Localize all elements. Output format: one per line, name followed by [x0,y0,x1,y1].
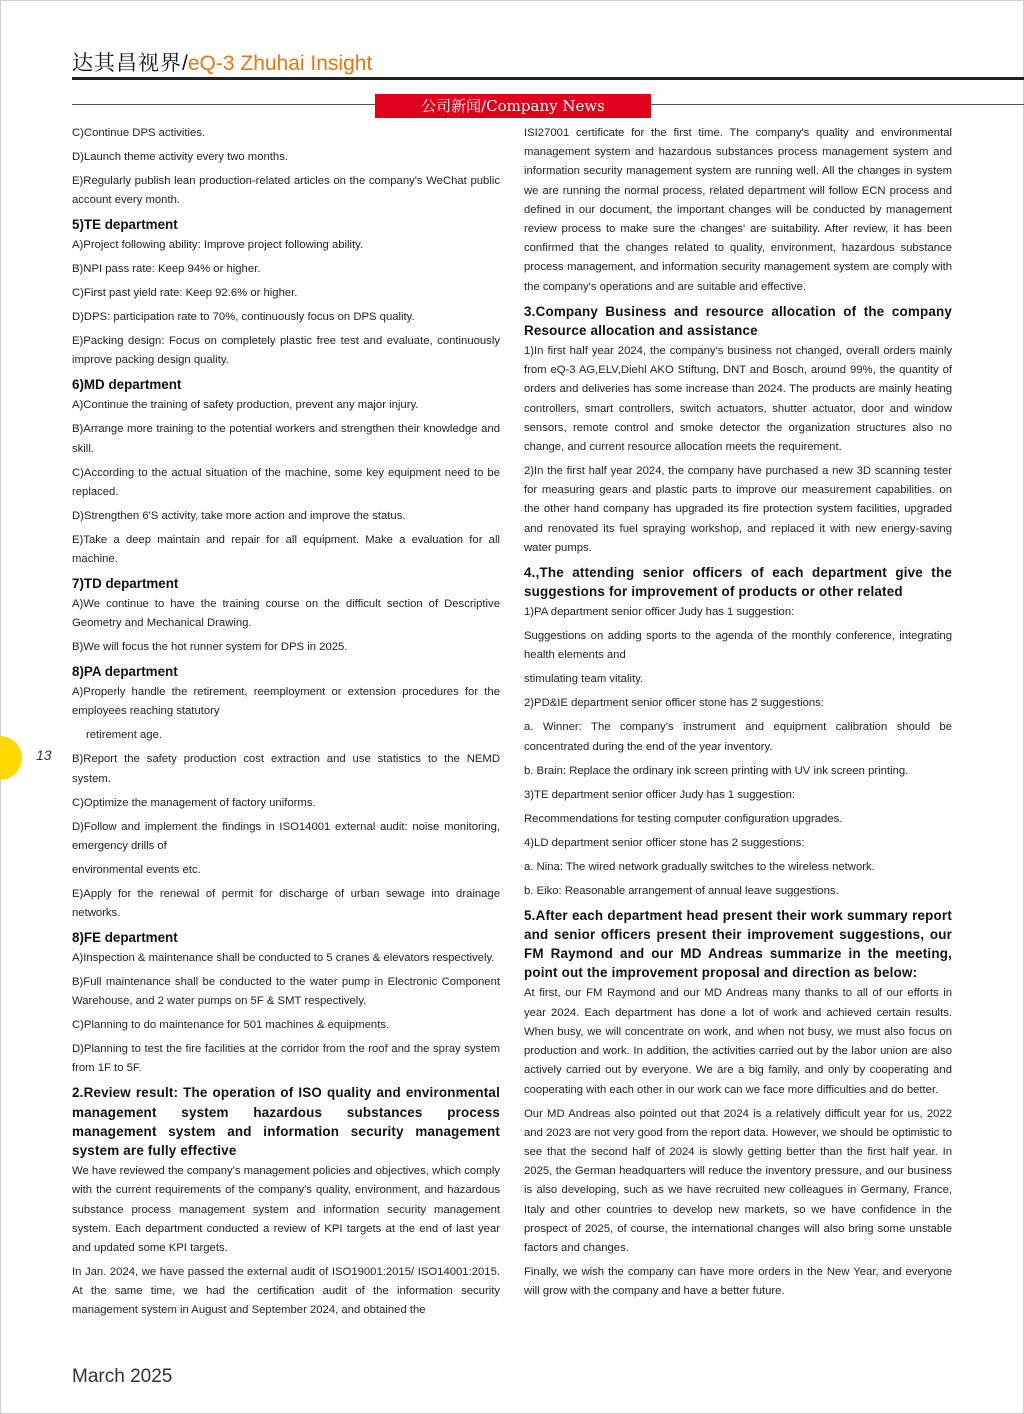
magazine-title [72,48,372,79]
section-banner: 公司新闻/Company News [375,94,651,118]
heading-summary: 5.After each department head present their work summary report and senior officers present their improvement suggestions, our FM Raymond and our MD Andreas summarize in the meeting, point out the improvement proposal and direction as below: [524,907,952,981]
paragraph: B)Report the safety production cost extraction and use statistics to the NEMD system. [72,753,500,785]
paragraph: C)According to the actual situation of the machine, some key equipment need to be replaced. [72,466,500,498]
paragraph: A)Project following ability: Improve project following ability. [72,239,364,252]
paragraph: In Jan. 2024, we have passed the external audit of ISO19001:2015/ ISO14001:2015. At the same time, we had the certification audit of the information security management system in August and September 2024, and obtained the [72,1266,500,1317]
paragraph: A)Properly handle the retirement, reemployment or extension procedures for the employees reaching statutory [72,686,500,718]
heading-fe-department: 8)FE department [72,930,178,946]
paragraph: B)Full maintenance shall be conducted to the water pump in Electronic Component Warehouse, and 2 water pumps on 5F & SMT respectively. [72,976,500,1008]
heading-te-department: 5)TE department [72,217,178,233]
paragraph: E)Packing design: Focus on completely plastic free test and evaluate, continuously improve packing design quality. [72,335,500,367]
title-chinese: 达其昌视界 [72,51,182,75]
paragraph: B)We will focus the hot runner system for DPS in 2025. [72,641,348,654]
paragraph: D)Planning to test the fire facilities at the corridor from the roof and the spray system from 1F to 5F. [72,1043,500,1075]
paragraph: We have reviewed the company's management policies and objectives, which comply with the current requirements of the company's quality, environment, and hazardous substance process management system and information security management system. Each department conducted a review of KPI targets at the end of last year and updated some KPI targets. [72,1165,500,1255]
heading-td-department: 7)TD department [72,576,179,592]
paragraph: E)Apply for the renewal of permit for discharge of urban sewage into drainage networks. [72,887,500,920]
paragraph: retirement age. [86,729,162,742]
heading-senior-officers: 4.,The attending senior officers of each department give the suggestions for improvement of products or other related [524,564,952,600]
paragraph: Suggestions on adding sports to the agenda of the monthly conference, integrating health elements and [524,630,952,662]
paragraph: 2)In the first half year 2024, the company have purchased a new 3D scanning tester for measuring gears and plastic parts to improve our measurement capabilities. on the other hand company has upgraded its fire protection system facilities, upgraded and renovated its fuel spraying workshop, and replaced it with new energy-saving water pumps. [524,465,952,554]
title-separator: / [182,52,188,75]
paragraph: C)Continue DPS activities. [72,127,206,139]
footer-date: March 2025 [72,1366,173,1387]
paragraph: At first, our FM Raymond and our MD Andreas many thanks to all of our efforts in year 2024. Each department has done a lot of work and achieved certain results. When busy, we will concentrate on work, and when not busy, we must also focus on production and work. In addition, the activities carried out by the labor union are also actively carried out by everyone. We are a big family, and only by cooperating and cooperating with each other in our work can we face more difficulties and do better. [524,987,952,1096]
paragraph: 2)PD&IE department senior officer stone has 2 suggestions: [524,697,824,710]
paragraph: a. Nina: The wired network gradually switches to the wireless network. [524,860,875,873]
paragraph: Our MD Andreas also pointed out that 2024 is a relatively difficult year for us, 2022 and 2023 are not very good from the report data. However, we should be optimistic to see that the second half of 2024 is slowly getting better than the first half year. In 2025, the German headquarters will reduce the inventory pressure, and our business is also developing, such as we have recruited new colleagues in Germany, France, Italy and other countries to develop new markets, so we have confidence in the prospect of 2025, of course, the international changes will also bring some unstable factors and changes. [524,1107,952,1254]
right-column [524,124,952,1306]
paragraph: Recommendations for testing computer configuration upgrades. [524,812,843,825]
paragraph: 3)TE department senior officer Judy has 1 suggestion: [524,788,796,801]
paragraph: C)First past yield rate: Keep 92.6% or higher. [72,287,298,300]
paragraph: b. Brain: Replace the ordinary ink screen printing with UV ink screen printing. [524,764,909,777]
paragraph: ISI27001 certificate for the first time. The company's quality and environmental management system and hazardous substances process management system and information security management system are running well. All the changes in system we are running the normal process, related department will follow ECN process and defined in our document, the important changes will be conducted by management review process to make sure the changes' are suitability. After review, it has been confirmed that the changes related to quality, environment, hazardous substance process management, and information security management system are comply with the company's operations and are suitable and effective. [524,127,952,293]
page-number: 13 [36,747,52,763]
paragraph: 1)PA department senior officer Judy has 1 suggestion: [524,606,795,619]
paragraph: A)Continue the training of safety production, prevent any major injury. [72,399,419,412]
paragraph: b. Eiko: Reasonable arrangement of annual leave suggestions. [524,884,839,897]
paragraph: B)NPI pass rate: Keep 94% or higher. [72,263,261,276]
paragraph: D)Launch theme activity every two months. [72,151,288,163]
left-column [72,124,500,1321]
paragraph: E)Take a deep maintain and repair for all equipment. Make a evaluation for all machine. [72,533,500,566]
paragraph: D)Strengthen 6'S activity, take more action and improve the status. [72,509,406,522]
paragraph: B)Arrange more training to the potential workers and strengthen their knowledge and skill. [72,423,500,455]
paragraph: A)We continue to have the training course on the difficult section of Descriptive Geometry and Mechanical Drawing. [72,598,500,630]
paragraph: A)Inspection & maintenance shall be conducted to 5 cranes & elevators respectively. [72,952,495,965]
header-rule [72,77,1024,80]
heading-company-business: 3.Company Business and resource allocation of the company Resource allocation and assistance [524,303,952,338]
paragraph: 4)LD department senior officer stone has 2 suggestions: [524,836,805,849]
paragraph: D)DPS: participation rate to 70%, continuously focus on DPS quality. [72,311,415,324]
paragraph: a. Winner: The company's instrument and equipment calibration should be concentrated during the end of the year inventory. [524,721,952,753]
paragraph: D)Follow and implement the findings in ISO14001 external audit: noise monitoring, emergency drills of [72,820,500,852]
paragraph: Finally, we wish the company can have more orders in the New Year, and everyone will grow with the company and have a better future. [524,1265,952,1298]
paragraph: C)Planning to do maintenance for 501 machines & equipments. [72,1019,390,1032]
paragraph: C)Optimize the management of factory uniforms. [72,796,316,809]
paragraph: E)Regularly publish lean production-related articles on the company's WeChat public account every month. [72,175,500,207]
heading-pa-department: 8)PA department [72,664,178,680]
paragraph: environmental events etc. [72,863,201,876]
title-english: eQ-3 Zhuhai Insight [187,52,373,75]
heading-review-result: 2.Review result: The operation of ISO quality and environmental management system hazardous substances process management system and information security management system are fully effective [72,1085,500,1159]
paragraph: stimulating team vitality. [524,673,644,686]
paragraph: 1)In first half year 2024, the company's business not changed, overall orders mainly from eQ-3 AG,ELV,Diehl AKO Stiftung, DNT and Bosch, around 99%, the quantity of orders and deliveries has some increase than 2024. The products are mainly heating controllers, smart controllers, switch actuators, shutter actuator, door and window sensors, remote control and smoke detector the organization structures also no change, and current resource allocation meets the requirement. [524,345,952,454]
heading-md-department: 6)MD department [72,377,182,393]
